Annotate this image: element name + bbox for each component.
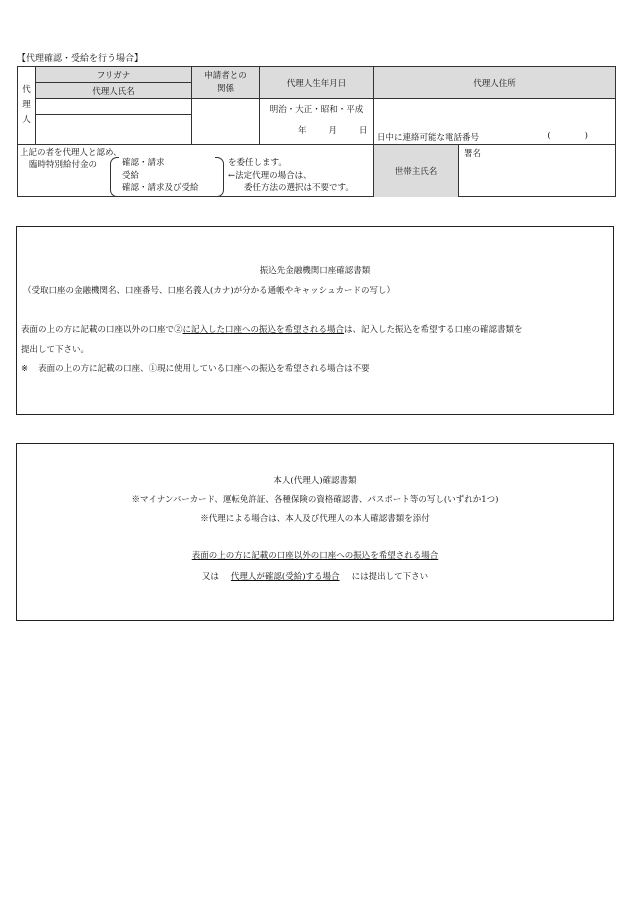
bank-document-box [16, 226, 614, 415]
section-title: 【代理確認・受給を行う場合】 [17, 54, 144, 64]
option-receive[interactable]: 受給 [122, 170, 140, 181]
householder-label: 世帯主氏名 [374, 145, 459, 197]
householder-cell [374, 145, 616, 197]
delegation-cell [18, 145, 374, 197]
signature-label: 署名 [464, 149, 482, 159]
bank-box-title: 振込先金融機関口座確認書類 [259, 266, 371, 276]
id-box-line4: 又は 代理人が確認(受給)する場合 には提出して下さい [201, 572, 429, 582]
address-field[interactable] [374, 99, 616, 145]
proxy-row-label: 代 理 人 [18, 67, 36, 145]
id-box-title: 本人(代理人)確認書類 [273, 476, 357, 486]
address-header: 代理人住所 [374, 67, 616, 99]
id-box-line2: ※代理による場合は、本人及び代理人の本人確認書類を添付 [200, 514, 430, 524]
phone-parens: ( ) [547, 131, 588, 141]
relation-field[interactable] [192, 99, 260, 145]
delegation-prefix: 臨時特別給付金の [29, 160, 98, 170]
bank-box-line1: 表面の上の方に記載の口座以外の口座で②に記入した口座への振込を希望される場合は、記入した振込を希望する口座の確認書類を [21, 325, 523, 335]
bank-box-subtitle: （受取口座の金融機関名、口座番号、口座名義人(カナ)が分かる通帳やキャッシュカードの写し） [23, 286, 395, 296]
relation-header: 申請者との 関係 [192, 67, 260, 99]
delegation-options[interactable] [122, 157, 199, 195]
option-confirm-claim[interactable]: 確認・請求 [122, 158, 165, 168]
furigana-field[interactable] [36, 99, 192, 115]
bank-box-line2: 提出して下さい。 [21, 345, 90, 355]
birthdate-header: 代理人生年月日 [260, 67, 374, 99]
furigana-header: フリガナ [36, 67, 192, 83]
birthdate-field[interactable] [260, 99, 374, 145]
bank-box-note: ※ 表面の上の方に記載の口座、①現に使用している口座への振込を希望される場合は不要 [21, 364, 370, 374]
option-confirm-claim-receive[interactable]: 確認・請求及び受給 [122, 183, 199, 193]
name-field[interactable] [36, 115, 192, 145]
delegation-line1: 上記の者を代理人と認め、 [20, 148, 122, 158]
name-header: 代理人氏名 [36, 83, 192, 99]
id-box-line3: 表面の上の方に記載の口座以外の口座への振込を希望される場合 [191, 551, 439, 561]
daytime-phone-label: 日中に連絡可能な電話番号 [377, 133, 480, 143]
bracket-left [110, 157, 119, 197]
id-box-line1: ※マイナンバーカード、運転免許証、各種保険の資格確認書、パスポート等の写し(いずれか1つ) [131, 495, 499, 505]
era-options: 明治・大正・昭和・平成 [269, 105, 364, 115]
bracket-right [215, 157, 224, 197]
proxy-table [17, 66, 616, 197]
date-units: 年 月 日 [298, 126, 368, 136]
delegation-right: を委任します。 ←法定代理の場合は、 委任方法の選択は不要です。 [228, 158, 354, 193]
id-document-box [16, 443, 614, 621]
